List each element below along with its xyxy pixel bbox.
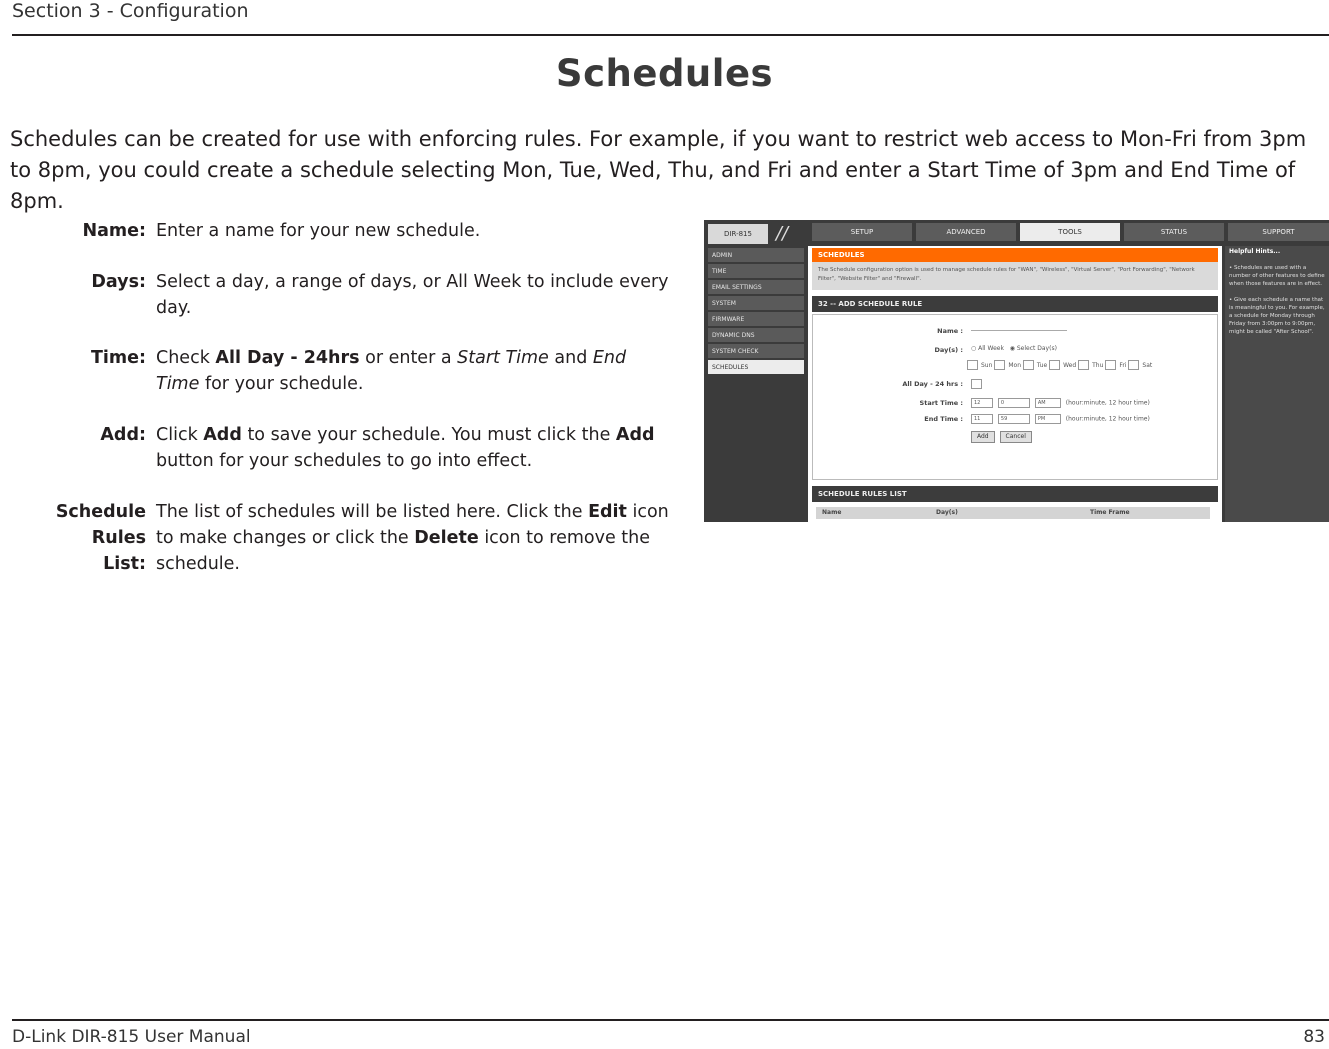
page-title: Schedules (555, 52, 774, 95)
help-text-2: • Give each schedule a name that is meaningful to you. For example, a schedule for Monday through Friday from 3:00pm to 9:00pm, might be called "After School". (1229, 297, 1325, 335)
name-label: Name : (937, 327, 963, 335)
term-schedule-rules-list: Schedule Rules List: (55, 502, 146, 574)
cancel-button[interactable]: Cancel (1000, 431, 1032, 443)
rules-list-header: SCHEDULE RULES LIST (812, 486, 1218, 502)
router-screenshot (704, 220, 1329, 522)
name-input[interactable] (971, 327, 1067, 334)
weekday-checkboxes (967, 360, 1152, 370)
tab-support[interactable]: SUPPORT (1228, 223, 1329, 241)
days-radio-group (971, 345, 1057, 352)
term-time: Time: (90, 348, 146, 368)
checkbox-fri[interactable]: Fri (1105, 362, 1126, 369)
col-time-frame: Time Frame (1090, 509, 1130, 516)
nav-item-system[interactable]: SYSTEM (708, 296, 804, 311)
end-time-hint: (hour:minute, 12 hour time) (1065, 415, 1150, 423)
nav-item-system-check[interactable]: SYSTEM CHECK (708, 344, 804, 359)
end-time-fields (971, 414, 1150, 424)
nav-item-dynamic-dns[interactable]: DYNAMIC DNS (708, 328, 804, 343)
nav-item-time[interactable]: TIME (708, 264, 804, 279)
checkbox-wed[interactable]: Wed (1049, 362, 1076, 369)
all-day-label: All Day - 24 hrs : (902, 380, 963, 388)
radio-select-days[interactable]: ◉ Select Day(s) (1009, 345, 1057, 352)
checkbox-sat[interactable]: Sat (1128, 362, 1152, 369)
tab-setup[interactable]: SETUP (812, 223, 912, 241)
end-ampm-select[interactable]: PM (1035, 414, 1061, 424)
router-main-panel (808, 246, 1222, 522)
intro-paragraph: Schedules can be created for use with enforcing rules. For example, if you want to restrict web access to Mon-Fri from 3pm to 8pm, you could create a schedule selecting Mon, Tue, Wed, Thu, and Fri and enter a Start Time of 3pm and End Time of 8pm. (10, 127, 1307, 213)
add-rule-header: 32 -- ADD SCHEDULE RULE (812, 296, 1218, 312)
page-number: 83 (1303, 1027, 1325, 1047)
days-label: Day(s) : (934, 346, 963, 354)
checkbox-mon[interactable]: Mon (994, 362, 1021, 369)
tab-tools[interactable]: TOOLS (1020, 223, 1120, 241)
tab-status[interactable]: STATUS (1124, 223, 1224, 241)
top-divider (12, 34, 1329, 36)
term-name: Name: (82, 221, 146, 241)
checkbox-sun[interactable]: Sun (967, 362, 992, 369)
desc-time: Check All Day - 24hrs or enter a Start Time and End Time for your schedule. (156, 348, 627, 394)
rules-list-header-row (816, 507, 1210, 519)
start-ampm-select[interactable]: AM (1035, 398, 1061, 408)
start-minute-input[interactable]: 0 (998, 398, 1030, 408)
schedules-header: SCHEDULES (812, 248, 1218, 262)
col-days: Day(s) (936, 509, 958, 516)
start-hour-input[interactable]: 12 (971, 398, 993, 408)
end-time-label: End Time : (924, 415, 963, 423)
help-text-1: • Schedules are used with a number of other features to define when those features are in effect. (1229, 265, 1325, 287)
start-time-hint: (hour:minute, 12 hour time) (1065, 399, 1150, 407)
start-time-label: Start Time : (919, 399, 963, 407)
checkbox-tue[interactable]: Tue (1023, 362, 1047, 369)
schedules-description: The Schedule configuration option is used to manage schedule rules for "WAN", "Wireless", "Virtual Server", "Port Forwarding", "Network Filter", "Website Filter" and "Firewall". (812, 262, 1218, 290)
add-button[interactable]: Add (971, 431, 995, 443)
radio-all-week[interactable]: ○ All Week (971, 345, 1004, 352)
desc-name: Enter a name for your new schedule. (156, 221, 481, 241)
bottom-divider (12, 1019, 1329, 1021)
helpful-hints-panel (1225, 246, 1329, 522)
add-rule-form (812, 314, 1218, 480)
nav-item-schedules[interactable]: SCHEDULES (708, 360, 804, 375)
rules-list-table (812, 505, 1218, 521)
desc-days: Select a day, a range of days, or All Week to include every day. (156, 272, 669, 318)
nav-item-firmware[interactable]: FIRMWARE (708, 312, 804, 327)
footer-manual-title: D-Link DIR-815 User Manual (12, 1027, 251, 1047)
brand-slashes: // (775, 223, 789, 244)
section-header: Section 3 - Configuration (12, 0, 249, 22)
start-time-fields (971, 398, 1150, 408)
col-name: Name (822, 509, 842, 516)
left-nav (708, 248, 805, 522)
term-days: Days: (91, 272, 146, 292)
form-buttons (971, 431, 1035, 443)
all-day-checkbox[interactable] (971, 379, 985, 389)
desc-schedule-rules-list: The list of schedules will be listed here. Click the Edit icon to make changes or click the Delete icon to remove the schedule. (156, 502, 669, 574)
checkbox-thu[interactable]: Thu (1078, 362, 1103, 369)
end-hour-input[interactable]: 11 (971, 414, 993, 424)
nav-item-email-settings[interactable]: EMAIL SETTINGS (708, 280, 804, 295)
tab-advanced[interactable]: ADVANCED (916, 223, 1016, 241)
term-add: Add: (100, 425, 146, 445)
desc-add: Click Add to save your schedule. You must click the Add button for your schedules to go into effect. (156, 425, 655, 471)
end-minute-input[interactable]: 59 (998, 414, 1030, 424)
model-badge: DIR-815 (708, 224, 768, 244)
nav-item-admin[interactable]: ADMIN (708, 248, 804, 263)
help-title: Helpful Hints... (1229, 248, 1281, 255)
top-tab-bar (808, 220, 1329, 244)
